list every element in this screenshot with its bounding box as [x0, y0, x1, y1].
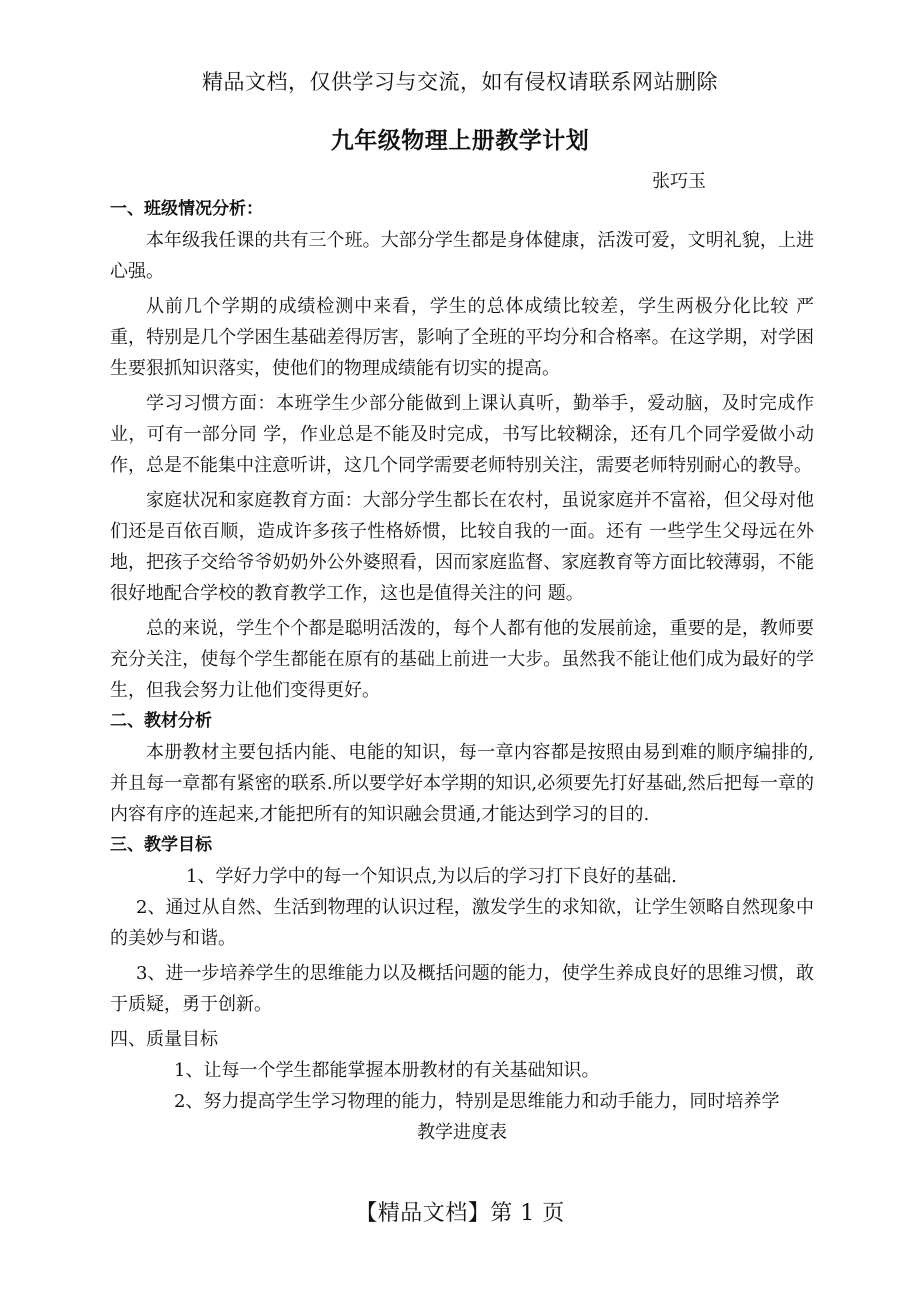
paragraph: 本年级我任课的共有三个班。大部分学生都是身体健康，活泼可爱，文明礼貌，上进心强。 — [110, 230, 814, 282]
page-footer: 【精品文档】第 1 页 — [355, 1201, 565, 1226]
header-note: 精品文档，仅供学习与交流，如有侵权请联系网站删除 — [202, 70, 718, 94]
section-heading-teaching-goals: 三、教学目标 — [110, 835, 212, 855]
paragraph: 家庭状况和家庭教育方面：大部分学生都长在农村，虽说家庭并不富裕，但父母对他们还是百依百顺，造成许多孩子性格娇惯，比较自我的一面。还有 一些学生父母远在外地，把孩子交给爷爷奶奶外公外婆照看，因而家庭监督、家庭教育等方面比较薄弱，不能很好地配合学校的教育教学工作，这也是值得关注的问 题。 — [110, 490, 814, 604]
author-name: 张巧玉 — [652, 171, 706, 192]
quality-goal-item: 1、让每一个学生都能掌握本册教材的有关基础知识。 — [174, 1060, 600, 1081]
teaching-goal-item: 2、通过从自然、生活到物理的认识过程，激发学生的求知欲，让学生领略自然现象中的美妙与和谐。 — [110, 897, 814, 949]
section-heading-quality-goals: 四、质量目标 — [110, 1029, 218, 1050]
schedule-caption: 教学进度表 — [417, 1122, 507, 1143]
paragraph: 从前几个学期的成绩检测中来看，学生的总体成绩比较差，学生两极分化比较 严重，特别是几个学困生基础差得厉害，影响了全班的平均分和合格率。在这学期，对学困生要狠抓知识落实，使他们的物理成绩能有切实的提高。 — [110, 296, 814, 379]
section-heading-material-analysis: 二、教材分析 — [110, 711, 212, 731]
document-body — [110, 194, 814, 1148]
teaching-goal-item: 3、进一步培养学生的思维能力以及概括问题的能力，使学生养成良好的思维习惯，敢于质疑，勇于创新。 — [110, 963, 814, 1015]
page-title: 九年级物理上册教学计划 — [330, 127, 590, 154]
section-heading-class-analysis: 一、班级情况分析： — [110, 199, 263, 219]
paragraph: 本册教材主要包括内能、电能的知识，每一章内容都是按照由易到难的顺序编排的,并且每一章都有紧密的联系.所以要学好本学期的知识,必须要先打好基础,然后把每一章的内容有序的连起来,才能把所有的知识融会贯通,才能达到学习的目的. — [110, 742, 814, 825]
teaching-goal-item: 1、学好力学中的每一个知识点,为以后的学习打下良好的基础. — [186, 866, 677, 887]
quality-goal-item: 2、努力提高学生学习物理的能力，特别是思维能力和动手能力，同时培养学 — [174, 1091, 780, 1112]
paragraph: 总的来说，学生个个都是聪明活泼的，每个人都有他的发展前途，重要的是，教师要充分关注，使每个学生都能在原有的基础上前进一大步。虽然我不能让他们成为最好的学生，但我会努力让他们变得更好。 — [110, 618, 814, 701]
paragraph: 学习习惯方面：本班学生少部分能做到上课认真听，勤举手，爱动脑，及时完成作业，可有一部分同 学，作业总是不能及时完成，书写比较糊涂，还有几个同学爱做小动作，总是不能集中注意听讲，这几个同学需要老师特别关注，需要老师特别耐心的教导。 — [110, 393, 814, 476]
